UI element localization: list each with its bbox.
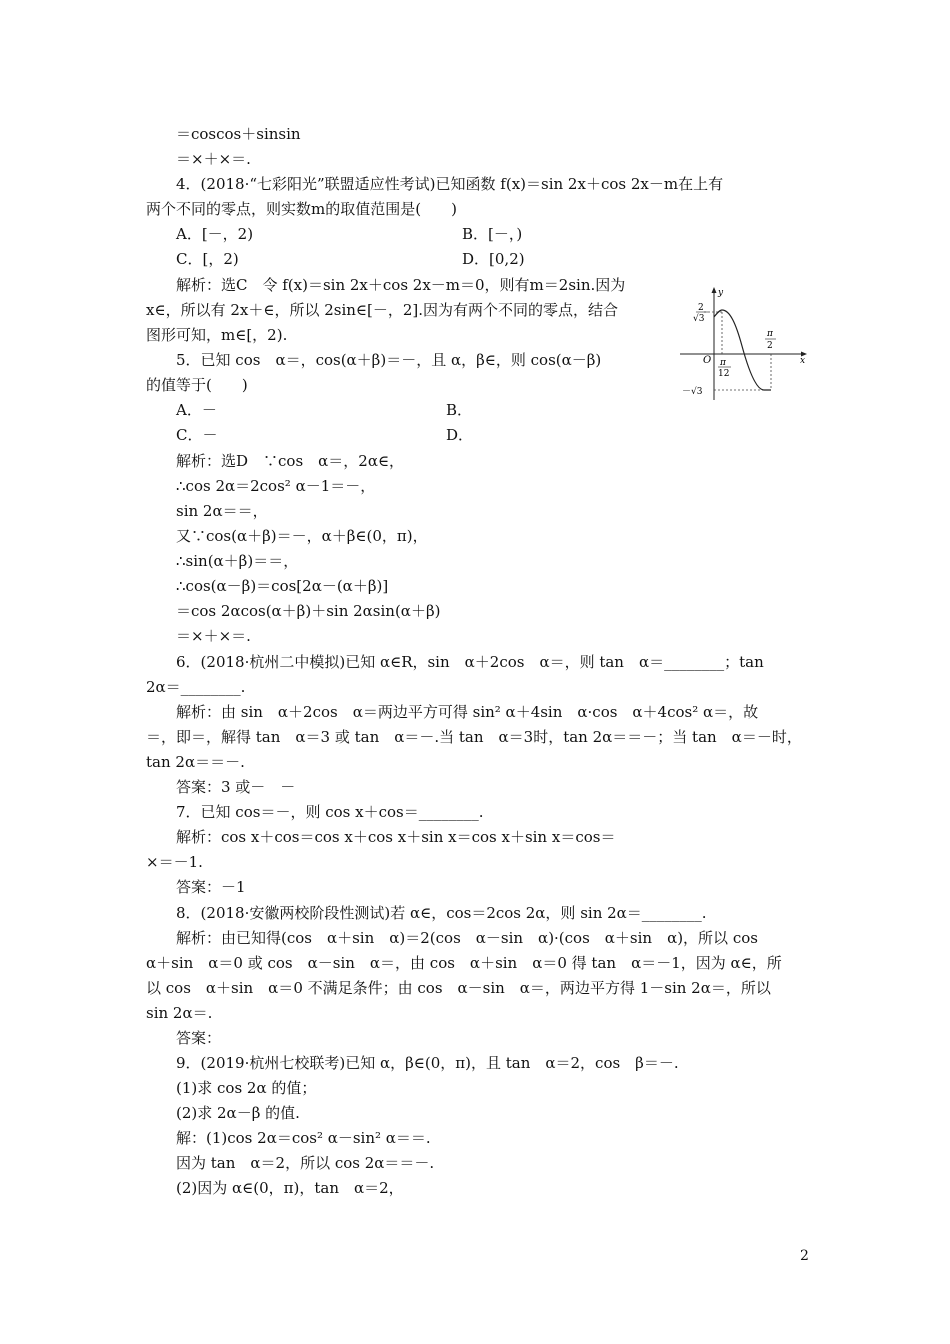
text-line: 9．(2019·杭州七校联考)已知 α，β∈(0，π)，且 tan α＝2，cos β＝－. [176,1054,679,1072]
text-line: 8．(2018·安徽两校阶段性测试)若 α∈，cos＝2cos 2α，则 sin 2α＝________. [176,904,707,922]
text-line: (2)因为 α∈(0，π)，tan α＝2， [176,1179,404,1197]
text-line: 图形可知，m∈[，2). [146,326,288,344]
text-line: ＝coscos＋sinsin [176,125,301,143]
answer-option: D．[0,2) [462,250,525,268]
text-line: 2α＝________. [146,678,246,696]
text-line: sin 2α＝＝， [176,502,268,520]
text-line: 又∵cos(α＋β)＝－，α＋β∈(0，π)， [176,527,428,545]
text-line: α＋sin α＝0 或 cos α－sin α＝，由 cos α＋sin α＝0 得 tan α＝－1，因为 α∈，所 [146,954,782,972]
text-line: 两个不同的零点，则实数m的取值范围是( ) [146,200,457,218]
text-line: 解析：选D ∵cos α＝，2α∈， [176,452,405,470]
text-line: 4．(2018·“七彩阳光”联盟适应性考试)已知函数 f(x)＝sin 2x＋cos 2x－m在上有 [176,175,724,193]
text-line: ＝×＋×＝. [176,150,251,168]
origin-label: O [703,355,712,366]
answer-option: D． [446,426,474,444]
text-line: ＝×＋×＝. [176,627,251,645]
answer-option: C．－ [176,426,218,444]
text-line: ＝，即＝，解得 tan α＝3 或 tan α＝－.当 tan α＝3时，tan 2α＝＝－；当 tan α＝－时， [146,728,802,746]
text-line: sin 2α＝. [146,1004,213,1022]
x-tick2-num: π [767,329,773,339]
y-axis-arrow [712,287,717,293]
text-line: 答案： [176,1029,222,1047]
text-line: ＝cos 2αcos(α＋β)＋sin 2αsin(α＋β) [176,602,441,620]
answer-option: B．[－，) [462,225,523,243]
text-line: ∴cos 2α＝2cos² α－1＝－， [176,477,376,495]
text-line: 5．已知 cos α＝，cos(α＋β)＝－，且 α，β∈，则 cos(α－β) [176,351,602,369]
x-tick1-den: 12 [718,369,730,379]
text-line: x∈，所以有 2x＋∈，所以 2sin∈[－，2].因为有两个不同的零点，结合 [146,301,619,319]
y-min-label: －√3 [682,387,703,397]
x-axis-label: x [800,356,806,366]
text-line: 7．已知 cos＝－，则 cos x＋cos＝________. [176,803,484,821]
answer-option: C．[，2) [176,250,239,268]
answer-option: A．[－，2) [176,225,254,243]
text-line: ∴cos(α－β)＝cos[2α－(α＋β)] [176,577,389,595]
text-line: 以 cos α＋sin α＝0 不满足条件；由 cos α－sin α＝，两边平方得 1－sin 2α＝，所以 [146,979,771,997]
text-line: tan 2α＝＝－. [146,753,245,771]
text-line: ×＝－1. [146,853,203,871]
y-max-label-root: √3 [693,314,705,324]
text-line: 的值等于( ) [146,376,248,394]
page-number: 2 [800,1248,809,1264]
text-line: 6．(2018·杭州二中模拟)已知 α∈R，sin α＋2cos α＝，则 tan α＝________；tan [176,653,764,671]
text-line: 解析：由已知得(cos α＋sin α)＝2(cos α－sin α)·(cos α＋sin α)，所以 cos [176,929,758,947]
y-axis-label: y [718,288,724,298]
text-line: 解析：选C 令 f(x)＝sin 2x＋cos 2x－m＝0，则有m＝2sin.因为 [176,276,626,294]
answer-option: A．－ [176,401,217,419]
text-line: 解析：由 sin α＋2cos α＝两边平方可得 sin² α＋4sin α·cos α＋4cos² α＝，故 [176,703,759,721]
y-max-label-num: 2 [698,303,704,313]
text-line: 因为 tan α＝2，所以 cos 2α＝＝－. [176,1154,435,1172]
text-line: (1)求 cos 2α 的值； [176,1079,317,1097]
text-line: 解析：cos x＋cos＝cos x＋cos x＋sin x＝cos x＋sin x＝cos＝ [176,828,616,846]
function-graph-figure [676,284,811,404]
answer-option: B． [446,401,473,419]
text-line: (2)求 2α－β 的值. [176,1104,300,1122]
x-tick2-den: 2 [767,341,773,351]
x-tick1-num: π [720,358,726,368]
text-line: 答案：3 或－ － [176,778,296,796]
text-line: ∴sin(α＋β)＝＝， [176,552,299,570]
text-line: 解：(1)cos 2α＝cos² α－sin² α＝＝. [176,1129,431,1147]
text-line: 答案：－1 [176,878,246,896]
